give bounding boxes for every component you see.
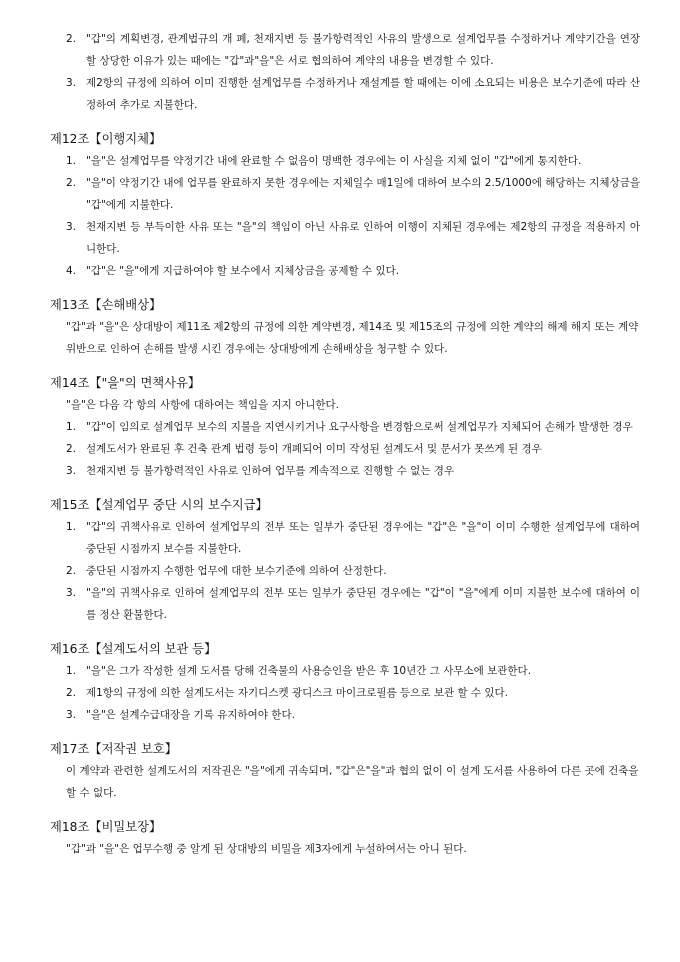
item-number: 2. bbox=[66, 177, 77, 189]
list-item bbox=[66, 72, 640, 116]
article-title: 제14조【"을"의 면책사유】 bbox=[50, 376, 201, 390]
article-title: 제15조【설계업무 중단 시의 보수지급】 bbox=[50, 498, 268, 512]
article-18 bbox=[50, 816, 640, 860]
item-text: 제2항의 규정에 의하여 이미 진행한 설계업무를 수정하거나 재설계를 할 때에는 이에 소요되는 비용은 보수기준에 따라 산정하여 추가로 지불한다. bbox=[86, 77, 640, 111]
article-12 bbox=[50, 128, 640, 282]
item-list bbox=[50, 28, 640, 116]
item-number: 2. bbox=[66, 443, 77, 455]
list-item bbox=[66, 150, 640, 172]
item-number: 3. bbox=[66, 77, 77, 89]
item-text: "을"은 그가 작성한 설계 도서를 당해 건축물의 사용승인을 받은 후 10년간 그 사무소에 보관한다. bbox=[86, 665, 532, 677]
list-item bbox=[66, 460, 640, 482]
item-text: 천재지변 등 불가항력적인 사유로 인하여 업무를 계속적으로 진행할 수 없는 경우 bbox=[86, 465, 455, 477]
item-number: 1. bbox=[66, 665, 77, 677]
list-item bbox=[66, 560, 640, 582]
item-number: 3. bbox=[66, 587, 77, 599]
item-number: 3. bbox=[66, 221, 77, 233]
list-item bbox=[66, 172, 640, 216]
document-page bbox=[50, 28, 640, 872]
article-title: 제18조【비밀보장】 bbox=[50, 820, 162, 834]
item-number: 1. bbox=[66, 421, 77, 433]
item-list bbox=[50, 150, 640, 282]
article-17 bbox=[50, 738, 640, 804]
item-number: 4. bbox=[66, 265, 77, 277]
item-text: "을"은 설계업무를 약정기간 내에 완료할 수 없음이 명백한 경우에는 이 사실을 지체 없이 "갑"에게 통지한다. bbox=[86, 155, 582, 167]
item-number: 1. bbox=[66, 521, 77, 533]
article-16 bbox=[50, 638, 640, 726]
item-text: "갑"의 귀책사유로 인하여 설계업무의 전부 또는 일부가 중단된 경우에는 "갑"은 "을"이 이미 수행한 설계업무에 대하여 중단된 시점까지 보수를 지불한다. bbox=[86, 521, 640, 555]
item-number: 2. bbox=[66, 565, 77, 577]
list-item bbox=[66, 704, 640, 726]
item-text: 설계도서가 완료된 후 건축 관계 법령 등이 개폐되어 이미 작성된 설계도서 및 문서가 못쓰게 된 경우 bbox=[86, 443, 542, 455]
list-item bbox=[66, 260, 640, 282]
list-item bbox=[66, 438, 640, 460]
article-14 bbox=[50, 372, 640, 482]
article-body: "갑"과 "을"은 상대방이 제11조 제2항의 규정에 의한 계약변경, 제14조 및 제15조의 규정에 의한 계약의 해제 해지 또는 계약 위반으로 인하여 손해를 발생 시킨 경우에는 상대방에게 손해배상을 청구할 수 있다. bbox=[66, 321, 639, 355]
item-text: "갑"의 계획변경, 관계법규의 개 폐, 천재지변 등 불가항력적인 사유의 발생으로 설계업무를 수정하거나 계약기간을 연장할 상당한 이유가 있는 때에는 "갑"과"을"은 서로 협의하여 계약의 내용을 변경할 수 있다. bbox=[86, 33, 640, 67]
list-item bbox=[66, 660, 640, 682]
item-text: "을"의 귀책사유로 인하여 설계업무의 전부 또는 일부가 중단된 경우에는 "갑"이 "을"에게 이미 지불한 보수에 대하여 이를 정산 환불한다. bbox=[86, 587, 640, 621]
item-list bbox=[50, 660, 640, 726]
list-item bbox=[66, 416, 640, 438]
article-title: 제17조【저작권 보호】 bbox=[50, 742, 177, 756]
article-continued bbox=[50, 28, 640, 116]
item-text: "을"은 설계수급대장을 기록 유지하여야 한다. bbox=[86, 709, 295, 721]
list-item bbox=[66, 28, 640, 72]
article-13 bbox=[50, 294, 640, 360]
item-number: 3. bbox=[66, 465, 77, 477]
item-list bbox=[50, 416, 640, 482]
article-body: "갑"과 "을"은 업무수행 중 알게 된 상대방의 비밀을 제3자에게 누설하여서는 아니 된다. bbox=[66, 843, 467, 855]
article-title: 제12조【이행지체】 bbox=[50, 132, 162, 146]
item-number: 1. bbox=[66, 155, 77, 167]
item-number: 2. bbox=[66, 687, 77, 699]
list-item bbox=[66, 216, 640, 260]
item-number: 2. bbox=[66, 33, 77, 45]
item-list bbox=[50, 516, 640, 626]
article-body: 이 계약과 관련한 설계도서의 저작권은 "을"에게 귀속되며, "갑"은"을"과 협의 없이 이 설계 도서를 사용하여 다른 곳에 건축을 할 수 없다. bbox=[66, 765, 639, 799]
item-text: 제1항의 규정에 의한 설계도서는 자기디스켓 광디스크 마이크로필름 등으로 보관 할 수 있다. bbox=[86, 687, 509, 699]
item-text: "을"이 약정기간 내에 업무를 완료하지 못한 경우에는 지체일수 매1일에 대하여 보수의 2.5/1000에 해당하는 지체상금을 "갑"에게 지불한다. bbox=[86, 177, 640, 211]
item-text: "갑"이 임의로 설계업무 보수의 지불을 지연시키거나 요구사항을 변경함으로써 설계업무가 지체되어 손해가 발생한 경우 bbox=[86, 421, 633, 433]
article-15 bbox=[50, 494, 640, 626]
item-number: 3. bbox=[66, 709, 77, 721]
list-item bbox=[66, 516, 640, 560]
item-text: 천재지변 등 부득이한 사유 또는 "을"의 책임이 아닌 사유로 인하여 이행이 지체된 경우에는 제2항의 규정을 적용하지 아니한다. bbox=[86, 221, 640, 255]
item-text: "갑"은 "을"에게 지급하여야 할 보수에서 지체상금을 공제할 수 있다. bbox=[86, 265, 400, 277]
list-item bbox=[66, 682, 640, 704]
article-title: 제13조【손해배상】 bbox=[50, 298, 162, 312]
article-intro: "을"은 다음 각 항의 사항에 대하여는 책임을 지지 아니한다. bbox=[66, 399, 339, 411]
list-item bbox=[66, 582, 640, 626]
item-text: 중단된 시점까지 수행한 업무에 대한 보수기준에 의하여 산정한다. bbox=[86, 565, 387, 577]
article-title: 제16조【설계도서의 보관 등】 bbox=[50, 642, 217, 656]
